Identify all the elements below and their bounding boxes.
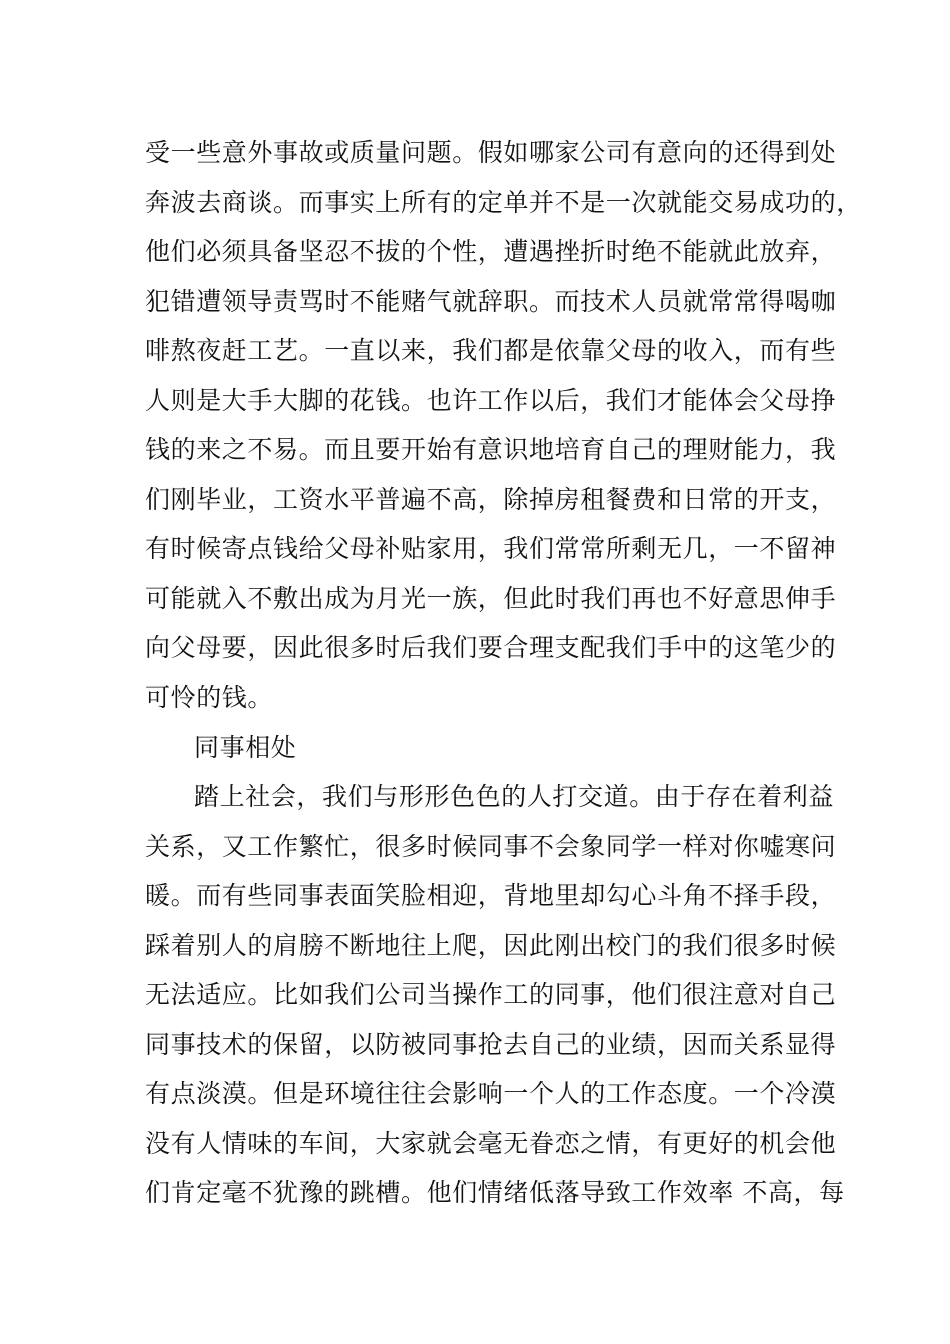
text-line: 有时候寄点钱给父母补贴家用，我们常常所剩无几，一不留神 [145, 534, 837, 564]
text-line: 关系，又工作繁忙，很多时候同事不会象同学一样对你嘘寒问 [145, 831, 837, 861]
text-line: 可能就入不敷出成为月光一族，但此时我们再也不好意思伸手 [145, 583, 837, 613]
text-line: 暖。而有些同事表面笑脸相迎，背地里却勾心斗角不择手段， [145, 881, 837, 911]
text-line: 啡熬夜赶工艺。一直以来，我们都是依靠父母的收入，而有些 [145, 336, 837, 366]
text-line: 踩着别人的肩膀不断地往上爬，因此刚出校门的我们很多时候 [145, 930, 837, 960]
text-line: 他们必须具备坚忍不拔的个性，遭遇挫折时绝不能就此放弃， [145, 237, 837, 267]
paragraph-first-line: 踏上社会，我们与形形色色的人打交道。由于存在着利益 [194, 782, 835, 812]
text-line: 钱的来之不易。而且要开始有意识地培育自己的理财能力，我 [145, 435, 837, 465]
text-line: 奔波去商谈。而事实上所有的定单并不是一次就能交易成功的， [145, 187, 862, 217]
text-line: 犯错遭领导责骂时不能赌气就辞职。而技术人员就常常得喝咖 [145, 286, 837, 316]
text-line: 们刚毕业，工资水平普遍不高，除掉房租餐费和日常的开支， [145, 484, 837, 514]
text-line: 无法适应。比如我们公司当操作工的同事，他们很注意对自己 [145, 980, 837, 1010]
text-line: 有点淡漠。但是环境往往会影响一个人的工作态度。一个冷漠 [145, 1079, 837, 1109]
text-line: 可怜的钱。 [145, 683, 274, 713]
text-line: 们肯定毫不犹豫的跳槽。他们情绪低落导致工作效率 不高，每 [145, 1178, 845, 1208]
text-line: 向父母要，因此很多时后我们要合理支配我们手中的这笔少的 [145, 633, 837, 663]
text-line: 人则是大手大脚的花钱。也许工作以后，我们才能体会父母挣 [145, 385, 837, 415]
body-text [145, 128, 862, 1218]
text-line: 同事技术的保留，以防被同事抢去自己的业绩，因而关系显得 [145, 1029, 837, 1059]
section-heading: 同事相处 [194, 732, 297, 762]
text-line: 没有人情味的车间，大家就会毫无眷恋之情，有更好的机会他 [145, 1128, 837, 1158]
text-line: 受一些意外事故或质量问题。假如哪家公司有意向的还得到处 [145, 138, 837, 167]
